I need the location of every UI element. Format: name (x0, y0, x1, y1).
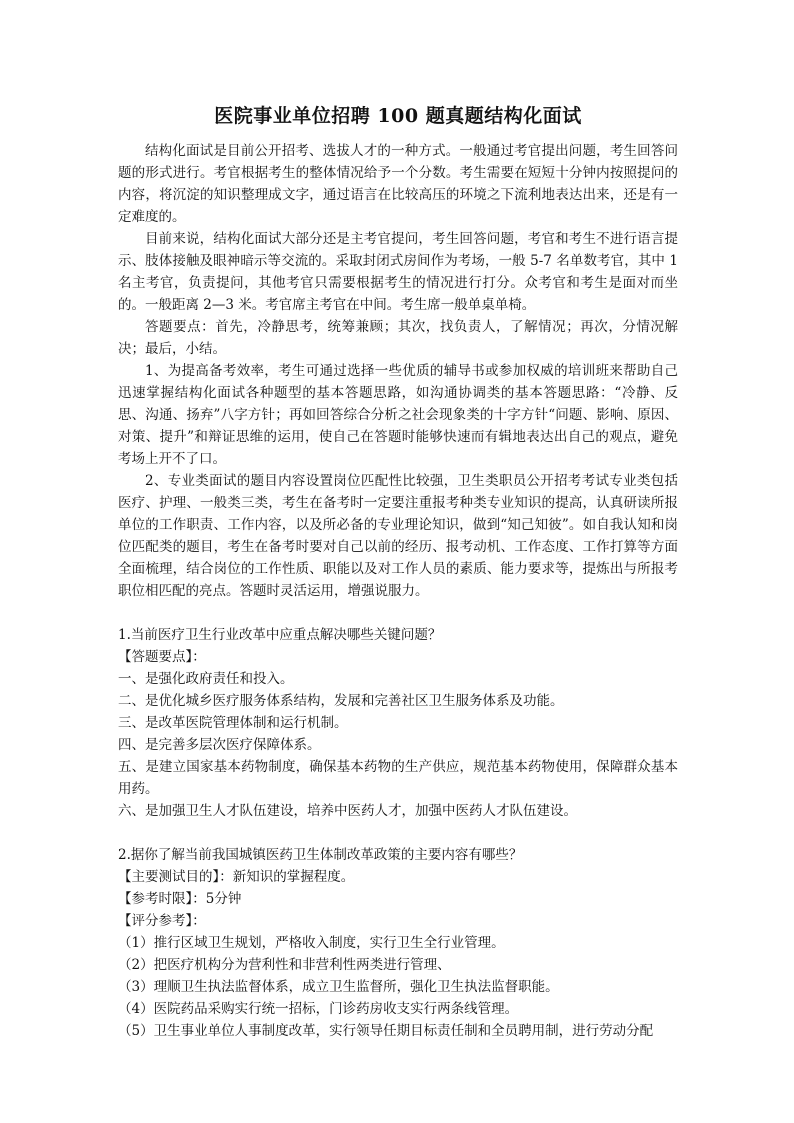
document-page (118, 104, 678, 1042)
reference-point: （1）推行区域卫生规划，严格收入制度，实行卫生全行业管理。 (118, 935, 505, 951)
intro-paragraph: 目前来说，结构化面试大部分还是主考官提问，考生回答问题，考官和考生不进行语言提示、肢体接触及眼神暗示等交流的。采取封闭式房间作为考场，一般 5-7 名单数考官，其中 1 名主考官，负责提问，其他考官只需要根据考生的情况进行打分。众考官和考生是面对而坐的。一般距离 2—3 米。考官席主考官在中间。考生席一般单桌单椅。 (118, 231, 678, 313)
reference-point: （4）医院药品采购实行统一招标，门诊药房收支实行两条线管理。 (118, 1001, 519, 1017)
time-limit: 【参考时限】：5分钟 (118, 891, 242, 907)
answer-point: 三、是改革医院管理体制和运行机制。 (118, 715, 348, 731)
test-purpose: 【主要测试目的】：新知识的掌握程度。 (118, 869, 355, 885)
reference-point: （5）卫生事业单位人事制度改革，实行领导任期目标责任制和全员聘用制，进行劳动分配 (118, 1023, 654, 1039)
section-gap (118, 822, 678, 844)
intro-paragraph: 答题要点：首先，冷静思考，统筹兼顾；其次，找负责人，了解情况；再次，分情况解决；最后，小结。 (118, 319, 678, 357)
document-title: 医院事业单位招聘 100 题真题结构化面试 (214, 105, 582, 127)
answer-point: 六、是加强卫生人才队伍建设，培养中医药人才，加强中医药人才队伍建设。 (118, 803, 577, 819)
question-1: 1.当前医疗卫生行业改革中应重点解决哪些关键问题？ (118, 627, 442, 643)
reference-heading: 【评分参考】： (118, 913, 206, 929)
intro-paragraph: 1、为提高备考效率，考生可通过选择一些优质的辅导书或参加权威的培训班来帮助自己迅速掌握结构化面试各种题型的基本答题思路，如沟通协调类的基本答题思路：“冷静、反思、沟通、扬弃”八字方针；再如回答综合分析之社会现象类的十字方针“问题、影响、原因、对策、提升”和辩证思维的运用，使自己在答题时能够快速而有辑地表达出自己的观点，避免考场上开不了口。 (118, 363, 678, 467)
answer-point: 二、是优化城乡医疗服务体系结构，发展和完善社区卫生服务体系及功能。 (118, 693, 564, 709)
answer-point: 一、是强化政府责任和投入。 (118, 671, 294, 687)
answer-heading: 【答题要点】： (118, 649, 206, 665)
reference-point: （3）理顺卫生执法监督体系，成立卫生监督所，强化卫生执法监督职能。 (118, 979, 559, 995)
answer-point: 四、是完善多层次医疗保障体系。 (118, 737, 321, 753)
intro-paragraph: 结构化面试是目前公开招考、选拔人才的一种方式。一般通过考官提出问题，考生回答问题的形式进行。考官根据考生的整体情况给予一个分数。考生需要在短短十分钟内按照提问的内容，将沉淀的知识整理成文字，通过语言在比较高压的环境之下流利地表达出来，还是有一定难度的。 (118, 143, 678, 225)
answer-point: 五、是建立国家基本药物制度，确保基本药物的生产供应，规范基本药物使用，保障群众基本用药。 (118, 759, 678, 797)
question-2: 2.据你了解当前我国城镇医药卫生体制改革政策的主要内容有哪些？ (118, 847, 523, 863)
section-gap (118, 602, 678, 624)
intro-paragraph: 2、专业类面试的题目内容设置岗位匹配性比较强，卫生类职员公开招考考试专业类包括医疗、护理、一般类三类，考生在备考时一定要注重报考种类专业知识的提高，认真研读所报单位的工作职责、工作内容，以及所必备的专业理论知识，做到“知己知彼”。如自我认知和岗位匹配类的题目，考生在备考时要对自己以前的经历、报考动机、工作态度、工作打算等方面全面梳理，结合岗位的工作性质、职能以及对工作人员的素质、能力要求等，提炼出与所报考职位相匹配的亮点。答题时灵活运用，增强说服力。 (118, 473, 678, 599)
reference-point: （2）把医疗机构分为营利性和非营利性两类进行管理、 (118, 957, 451, 973)
